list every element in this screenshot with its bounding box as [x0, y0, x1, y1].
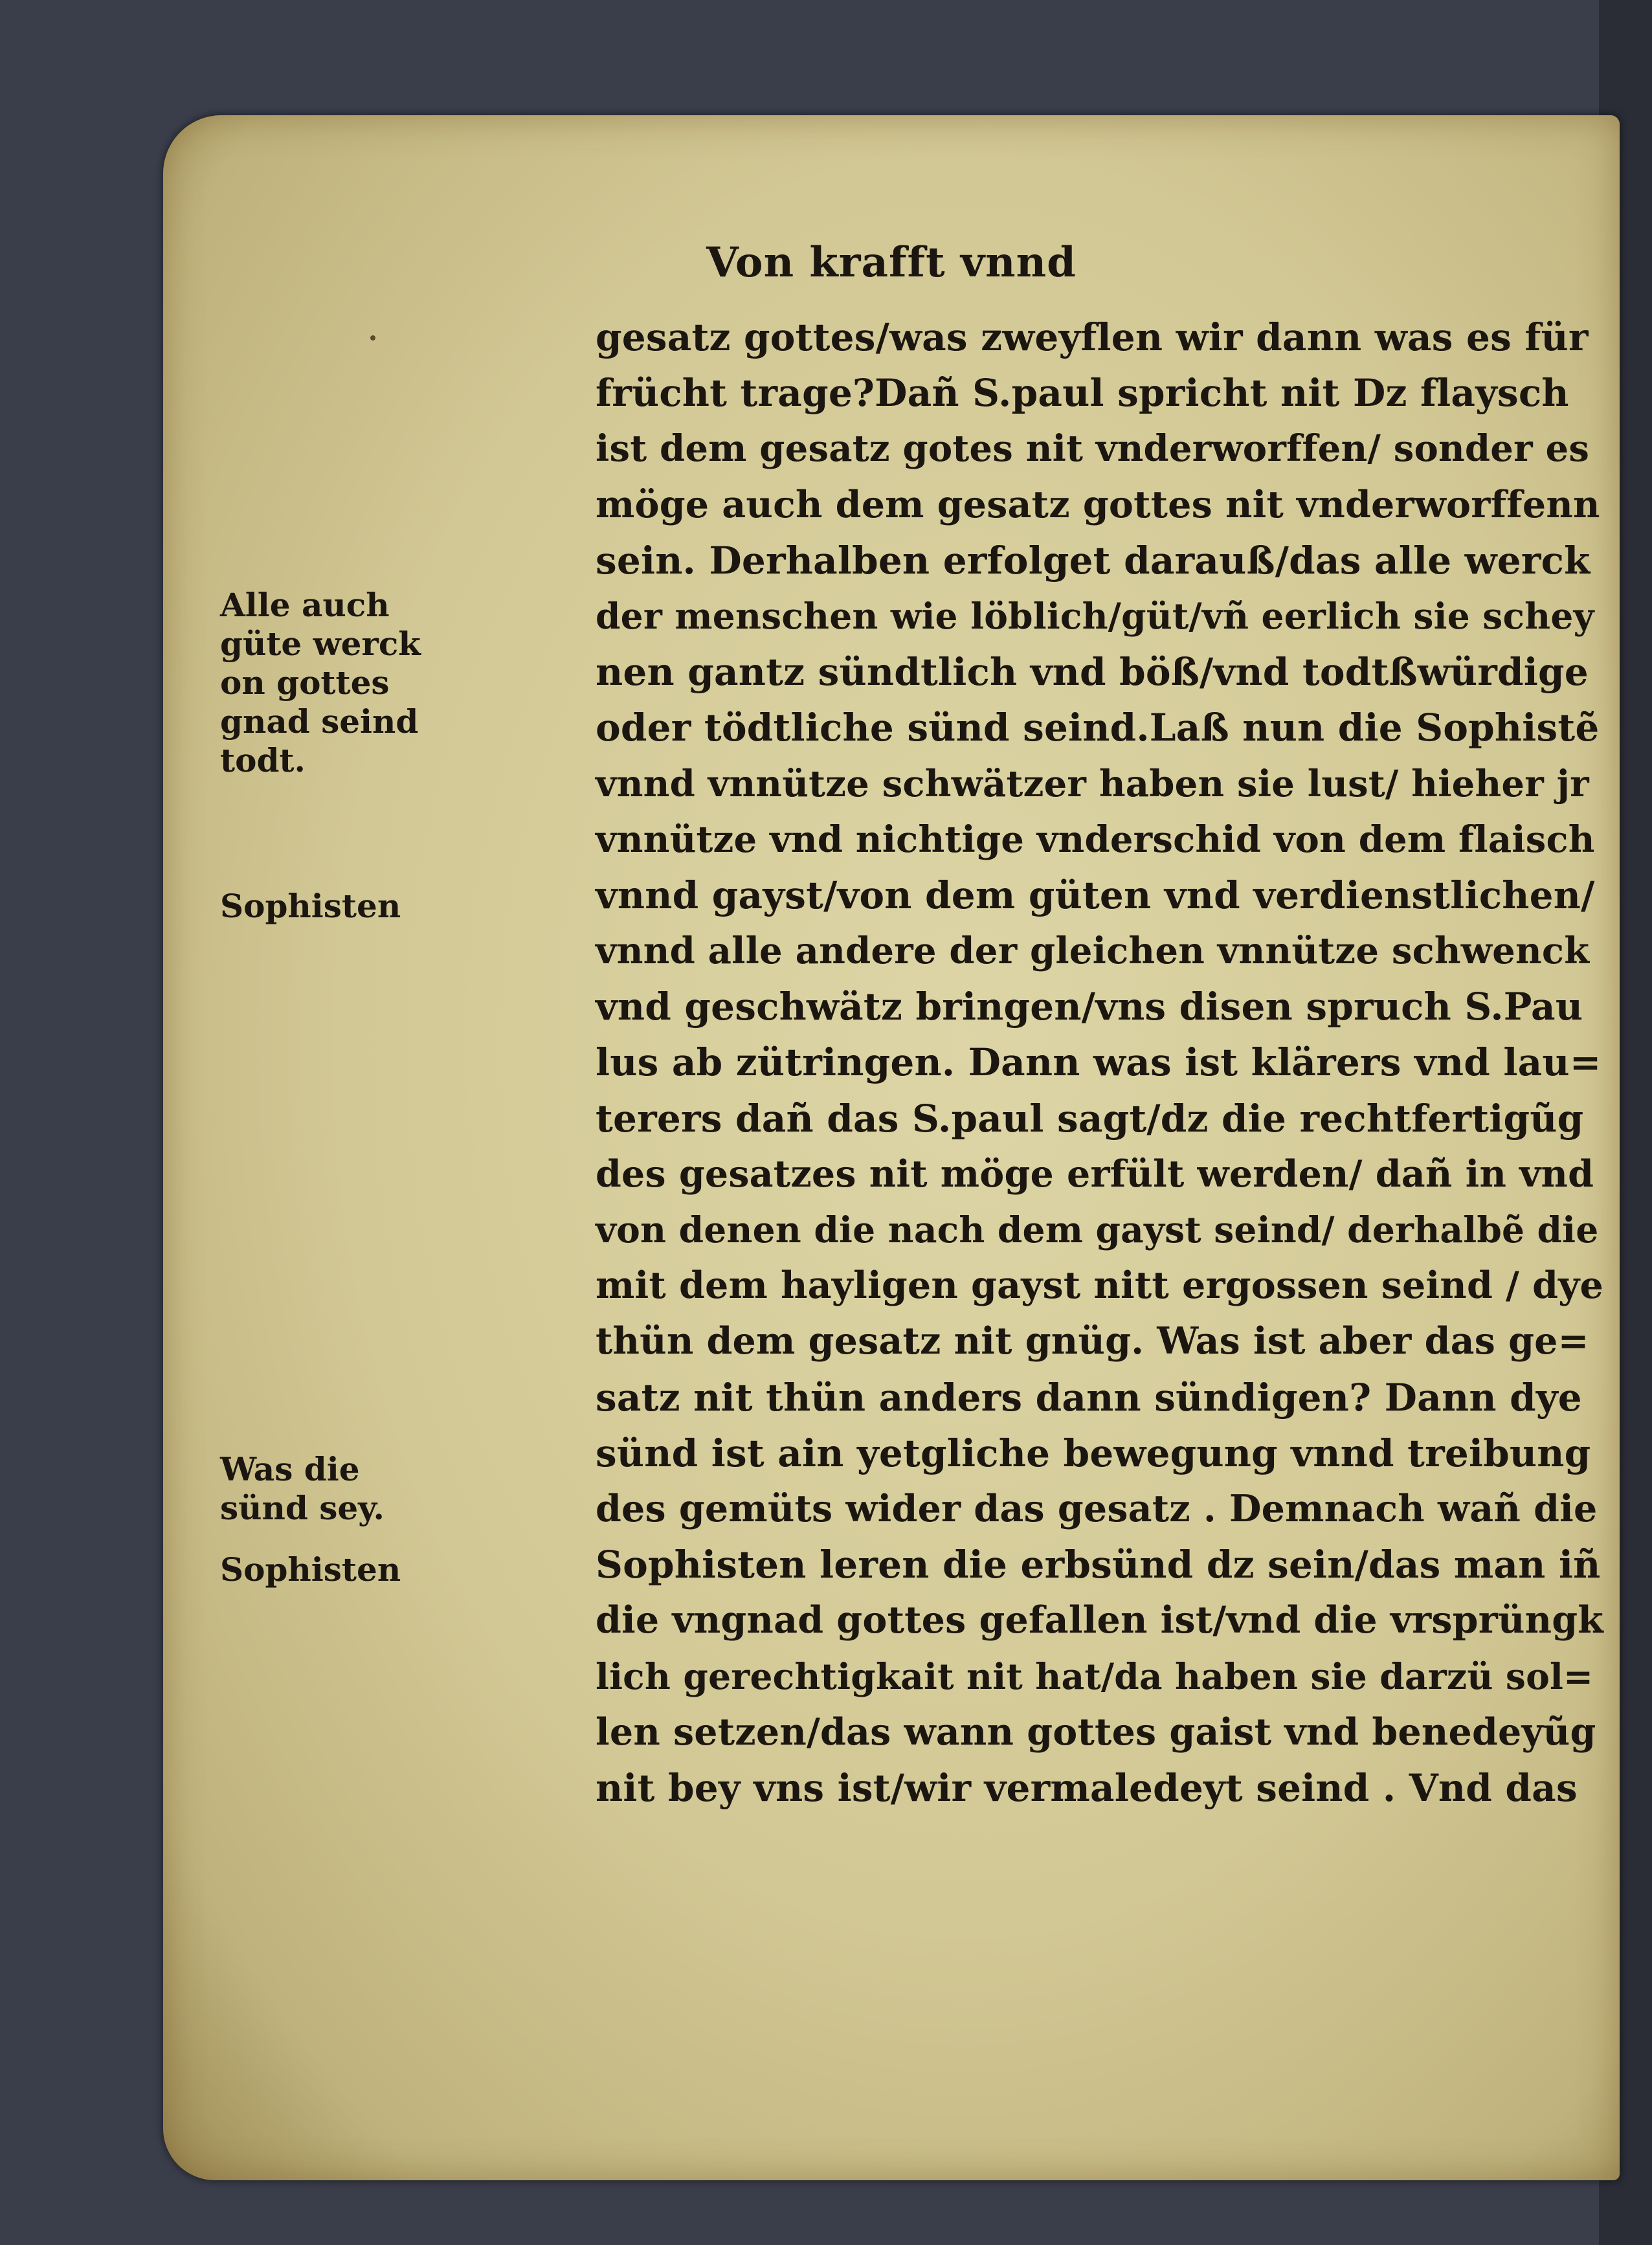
- text-line: gesatz gottes/was zweyflen wir dann was es für: [596, 315, 1589, 359]
- text-line: terers dañ das S.paul sagt/dz die rechtfertigũg: [596, 1096, 1584, 1141]
- text-line: sünd ist ain yetgliche bewegung vnnd treibung: [596, 1431, 1591, 1475]
- text-line: vnd geschwätz bringen/vns disen spruch S.Pau: [596, 985, 1583, 1029]
- text-line: nit bey vns ist/wir vermaledeyt seind . Vnd das: [596, 1765, 1578, 1810]
- margin-note-line: on gottes: [220, 664, 390, 702]
- text-line: vnnd alle andere der gleichen vnnütze schwenck: [596, 930, 1590, 973]
- book-page: [163, 115, 1620, 2180]
- text-line: frücht trage?Dañ S.paul spricht nit Dz flaysch: [596, 371, 1569, 416]
- margin-note-line: Was die: [220, 1450, 360, 1488]
- margin-note-was-die-suend: [220, 1450, 427, 1528]
- text-line: ist dem gesatz gotes nit vnderworffen/ sonder es: [596, 427, 1590, 471]
- margin-note-sophisten: [220, 887, 427, 926]
- text-line: sein. Derhalben erfolget darauß/das alle werck: [596, 538, 1591, 583]
- margin-note-line: todt.: [220, 741, 306, 779]
- text-line: lus ab zütringen. Dann was ist klärers vnd lau=: [596, 1040, 1602, 1085]
- text-line: mit dem hayligen gayst nitt ergossen seind / dye: [596, 1264, 1603, 1308]
- margin-note-line: sünd sey.: [220, 1489, 385, 1527]
- text-line: von denen die nach dem gayst seind/ derhalbẽ die: [596, 1209, 1599, 1251]
- text-line: thün dem gesatz nit gnüg. Was ist aber das ge=: [596, 1319, 1589, 1363]
- margin-note-line: Sophisten: [220, 887, 401, 925]
- text-line: des gesatzes nit möge erfült werden/ dañ in vnd: [596, 1152, 1594, 1196]
- text-line: satz nit thün anders dann sündigen? Dann dye: [596, 1375, 1582, 1420]
- margin-note-line: Sophisten: [220, 1550, 401, 1589]
- page-speck: [370, 335, 375, 341]
- margin-note-line: Alle auch: [220, 586, 390, 624]
- text-line: vnnütze vnd nichtige vnderschid von dem flaisch: [596, 818, 1595, 861]
- text-line: vnnd vnnütze schwätzer haben sie lust/ hieher jr: [596, 762, 1589, 805]
- running-header: Von krafft vnnd: [706, 238, 1077, 287]
- text-line: Sophisten leren die erbsünd dz sein/das man iñ: [596, 1543, 1601, 1587]
- margin-note-line: gnad seind: [220, 702, 419, 741]
- text-line: nen gantz sündtlich vnd böß/vnd todtßwürdige: [596, 650, 1589, 695]
- text-line: möge auch dem gesatz gottes nit vnderworffenn: [596, 482, 1600, 526]
- margin-note-sophisten-2: [220, 1550, 427, 1589]
- text-line: der menschen wie löblich/güt/vñ eerlich sie schey: [596, 594, 1594, 637]
- margin-note-alle-auch: [220, 586, 427, 780]
- margin-note-line: güte werck: [220, 625, 421, 663]
- text-line: vnnd gayst/von dem güten vnd verdienstlichen/: [596, 873, 1595, 917]
- text-line: oder tödtliche sünd seind.Laß nun die Sophistẽ: [596, 706, 1600, 750]
- text-line: die vngnad gottes gefallen ist/vnd die vrsprüngk: [596, 1598, 1604, 1642]
- text-line: len setzen/das wann gottes gaist vnd benedeyũg: [596, 1710, 1596, 1754]
- text-line: lich gerechtigkait nit hat/da haben sie darzü sol=: [596, 1655, 1594, 1697]
- text-line: des gemüts wider das gesatz . Demnach wañ die: [596, 1486, 1598, 1530]
- body-text: [596, 309, 1605, 1816]
